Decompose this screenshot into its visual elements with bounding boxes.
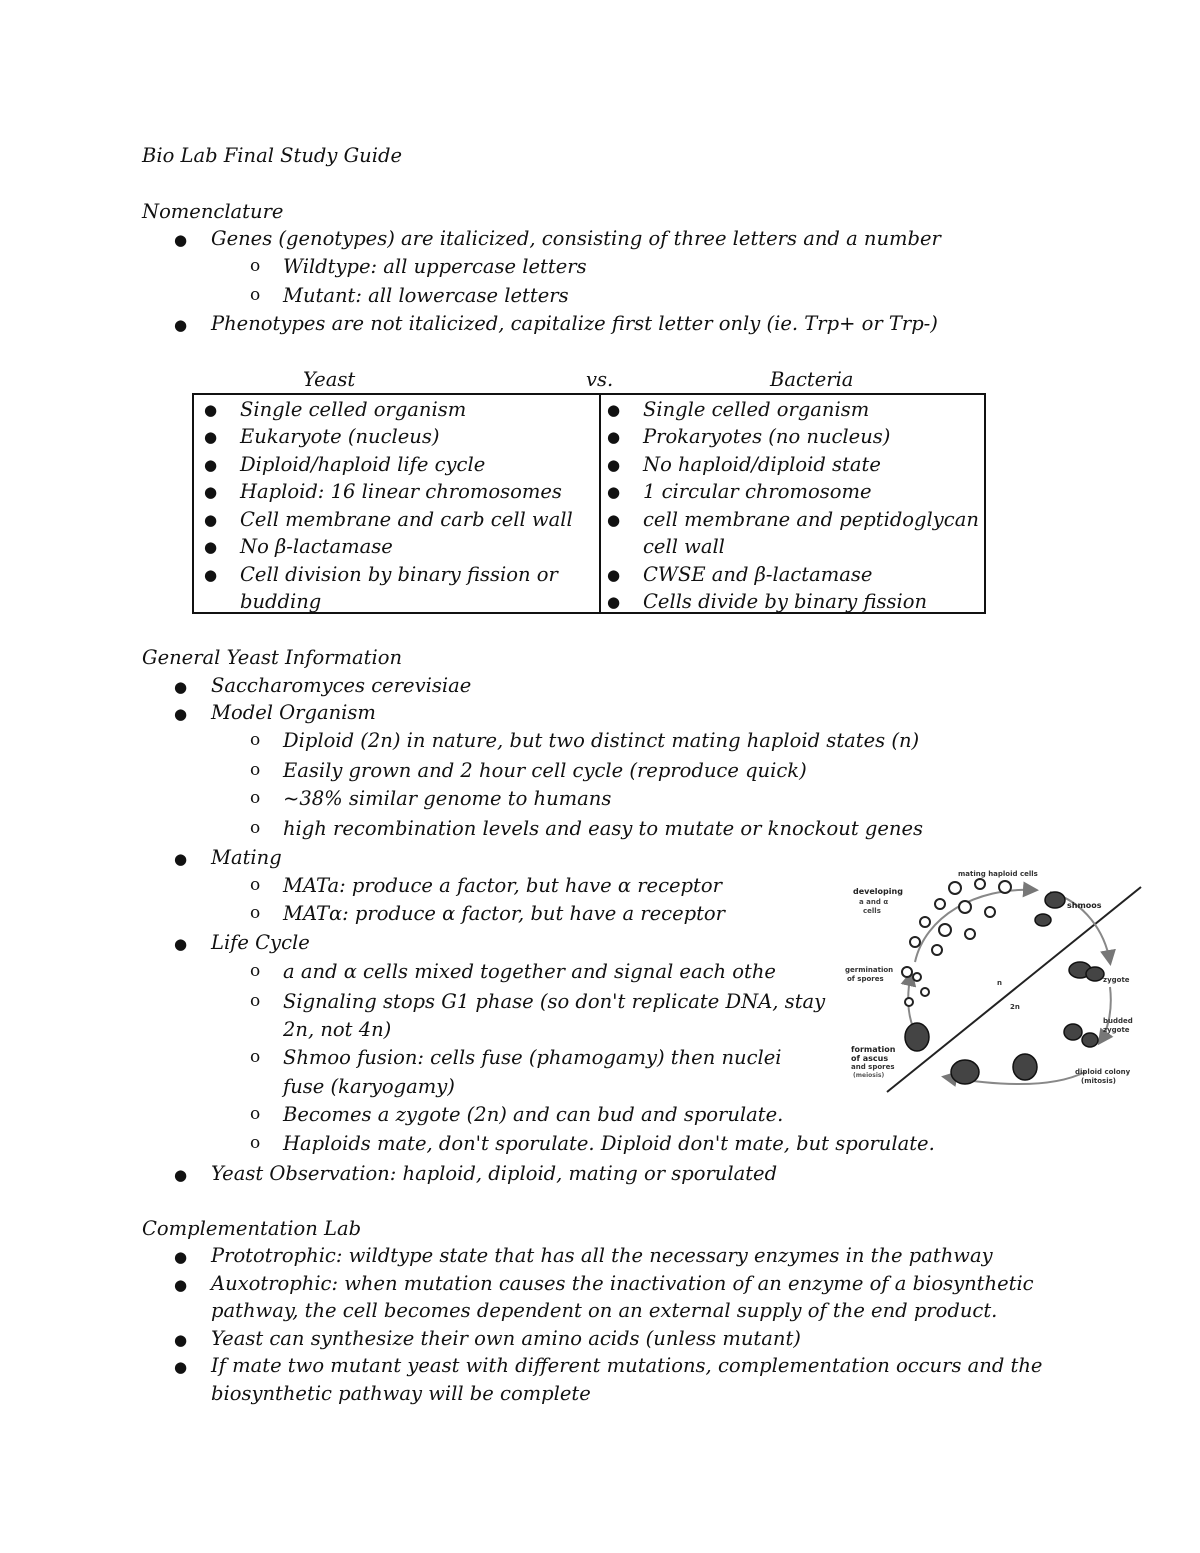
diagram-label-formation: formation (851, 1045, 896, 1054)
recombination-text: high recombination levels and easy to mutate or knockout genes (283, 817, 923, 840)
bullet: ● (204, 428, 218, 446)
sub-bullet: o (250, 256, 261, 276)
observation-text: Yeast Observation: haploid, diploid, mating or sporulated (211, 1162, 778, 1185)
yeast-item: Diploid/haploid life cycle (240, 453, 486, 476)
bullet: ● (174, 850, 188, 868)
sub-bullet: o (250, 760, 261, 780)
bullet: ● (174, 1276, 188, 1294)
shmoo-text: Shmoo fusion: cells fuse (phamogamy) then nuclei (283, 1046, 782, 1069)
diagram-label-mating-haploid-cells: mating haploid cells (958, 870, 1038, 878)
yeast-life-cycle-diagram (845, 862, 1145, 1094)
bullet: ● (174, 935, 188, 953)
sub-bullet: o (250, 991, 261, 1011)
yeast-item-continued: budding (240, 590, 322, 613)
bacteria-item: CWSE and β-lactamase (643, 563, 873, 586)
sub-bullet: o (250, 1047, 261, 1067)
diagram-label-2n: 2n (1010, 1003, 1020, 1011)
bullet: ● (607, 401, 621, 419)
bacteria-column-header: Bacteria (770, 368, 854, 391)
diagram-label-formation: and spores (851, 1063, 895, 1071)
sub-bullet: o (250, 818, 261, 838)
bullet: ● (174, 705, 188, 723)
zygote-text: Becomes a zygote (2n) and can bud and sporulate. (283, 1103, 784, 1126)
bullet: ● (607, 456, 621, 474)
auxotrophic-text: Auxotrophic: when mutation causes the inactivation of an enzyme of a biosynthetic (211, 1272, 1034, 1295)
yeast-item: Cell membrane and carb cell wall (240, 508, 573, 531)
species-text: Saccharomyces cerevisiae (211, 674, 472, 697)
signaling-text-continued: 2n, not 4n) (283, 1018, 392, 1041)
diagram-label-budded-zygote: zygote (1103, 1026, 1130, 1034)
haploids-text: Haploids mate, don't sporulate. Diploid don't mate, but sporulate. (283, 1132, 935, 1155)
bacteria-item: Single celled organism (643, 398, 870, 421)
cell-masses (905, 892, 1104, 1084)
bullet: ● (174, 678, 188, 696)
document-title: Bio Lab Final Study Guide (142, 144, 402, 167)
bullet: ● (174, 1331, 188, 1349)
sub-bullet: o (250, 788, 261, 808)
auxotrophic-text-continued: pathway, the cell becomes dependent on an external supply of the end product. (211, 1299, 998, 1322)
bullet: ● (204, 538, 218, 556)
vs-label: vs. (586, 368, 614, 391)
diagram-label-developing: a and α (859, 898, 889, 906)
general-yeast-heading: General Yeast Information (142, 646, 403, 669)
diagram-label-germination: germination (845, 966, 894, 974)
bullet: ● (174, 316, 188, 334)
genes-text: Genes (genotypes) are italicized, consisting of three letters and a number (211, 227, 941, 250)
mate-text-continued: biosynthetic pathway will be complete (211, 1382, 591, 1405)
bullet: ● (607, 566, 621, 584)
diagram-label-diploid-colony: (mitosis) (1081, 1077, 1116, 1085)
complementation-heading: Complementation Lab (142, 1217, 362, 1240)
diagram-label-shmoos: shmoos (1067, 901, 1102, 910)
yeast-item: Single celled organism (240, 398, 467, 421)
yeast-item: No β-lactamase (240, 535, 393, 558)
sub-bullet: o (250, 903, 261, 923)
nomenclature-heading: Nomenclature (142, 200, 284, 223)
yeast-column-header: Yeast (303, 368, 356, 391)
diagram-label-zygote: zygote (1103, 976, 1130, 984)
yeast-item: Cell division by binary fission or (240, 563, 558, 586)
bullet: ● (607, 511, 621, 529)
haploid-cells (902, 879, 1011, 1006)
diagram-label-n: n (997, 979, 1002, 987)
bacteria-item-continued: cell wall (643, 535, 725, 558)
bacteria-item: Cells divide by binary fission (643, 590, 928, 613)
bullet: ● (204, 566, 218, 584)
yeast-item: Eukaryote (nucleus) (240, 425, 440, 448)
bacteria-item: 1 circular chromosome (643, 480, 872, 503)
bullet: ● (174, 1248, 188, 1266)
sub-bullet: o (250, 730, 261, 750)
mutant-text: Mutant: all lowercase letters (283, 284, 569, 307)
bullet: ● (174, 1358, 188, 1376)
similar-genome-text: ~38% similar genome to humans (283, 787, 612, 810)
bacteria-item: cell membrane and peptidoglycan (643, 508, 979, 531)
mat-alpha-text: MATα: produce α factor, but have a receptor (283, 902, 725, 925)
phenotypes-text: Phenotypes are not italicized, capitalize first letter only (ie. Trp+ or Trp-) (211, 312, 938, 335)
diagram-label-diploid-colony: diploid colony (1075, 1068, 1131, 1076)
bullet: ● (174, 231, 188, 249)
bacteria-item: Prokaryotes (no nucleus) (643, 425, 891, 448)
sub-bullet: o (250, 875, 261, 895)
signaling-text: Signaling stops G1 phase (so don't replicate DNA, stay (283, 990, 826, 1013)
life-cycle-text: Life Cycle (211, 931, 310, 954)
bullet: ● (174, 1166, 188, 1184)
diploid-text: Diploid (2n) in nature, but two distinct mating haploid states (n) (283, 729, 920, 752)
diagram-label-developing: developing (853, 887, 903, 896)
bacteria-item: No haploid/diploid state (643, 453, 881, 476)
bullet: ● (204, 401, 218, 419)
bullet: ● (204, 483, 218, 501)
diagram-label-developing: cells (863, 907, 881, 915)
mating-text: Mating (211, 846, 282, 869)
bullet: ● (607, 593, 621, 611)
sub-bullet: o (250, 1104, 261, 1124)
diagram-label-formation: (meiosis) (853, 1072, 885, 1079)
diagram-label-budded-zygote: budded (1103, 1017, 1133, 1025)
bullet: ● (607, 428, 621, 446)
diagram-label-formation: of ascus (851, 1054, 889, 1063)
mat-a-text: MATa: produce a factor, but have α receptor (283, 874, 722, 897)
diagram-label-germination: of spores (847, 975, 884, 983)
bullet: ● (607, 483, 621, 501)
model-organism-text: Model Organism (211, 701, 376, 724)
mixed-text: a and α cells mixed together and signal each othe (283, 960, 776, 983)
bullet: ● (204, 511, 218, 529)
comparison-table (192, 393, 986, 614)
prototrophic-text: Prototrophic: wildtype state that has all the necessary enzymes in the pathway (211, 1244, 993, 1267)
bullet: ● (204, 456, 218, 474)
easily-grown-text: Easily grown and 2 hour cell cycle (reproduce quick) (283, 759, 807, 782)
shmoo-text-continued: fuse (karyogamy) (283, 1075, 455, 1098)
mate-text: If mate two mutant yeast with different mutations, complementation occurs and the (211, 1354, 1043, 1377)
wildtype-text: Wildtype: all uppercase letters (283, 255, 587, 278)
yeast-item: Haploid: 16 linear chromosomes (240, 480, 562, 503)
synthesize-text: Yeast can synthesize their own amino acids (unless mutant) (211, 1327, 801, 1350)
sub-bullet: o (250, 285, 261, 305)
sub-bullet: o (250, 961, 261, 981)
table-divider (599, 395, 601, 612)
sub-bullet: o (250, 1133, 261, 1153)
